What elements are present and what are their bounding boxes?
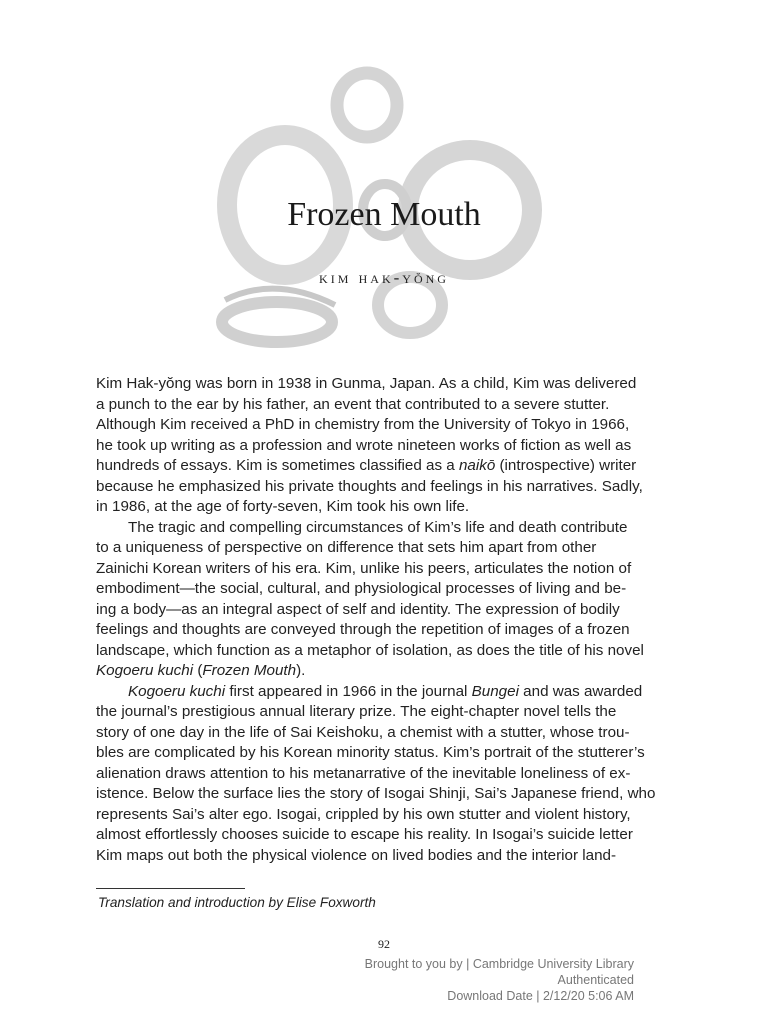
- text-line: Kim maps out both the physical violence on lived bodies and the interior land-: [96, 846, 617, 864]
- footnote-divider: [96, 888, 245, 889]
- text-line: istence. Below the surface lies the story of Isogai Shinji, Sai’s Japanese friend, who: [96, 785, 656, 802]
- text-line: landscape, which function as a metaphor of isolation, as does the title of his novel: [96, 641, 644, 659]
- watermark-line: Authenticated: [557, 973, 634, 987]
- text-line: feelings and thoughts are conveyed through the repetition of images of a frozen: [96, 621, 630, 638]
- introduction-text: [96, 374, 676, 866]
- text-line: ing a body—as an integral aspect of self and identity. The expression of bodily: [96, 600, 620, 618]
- paragraph-2: [96, 518, 676, 682]
- access-watermark: [365, 956, 634, 1004]
- paragraph-3: [96, 682, 676, 867]
- text-line: story of one day in the life of Sai Keishoku, a chemist with a stutter, whose trou-: [96, 723, 630, 741]
- italic-title: Frozen Mouth: [202, 662, 297, 679]
- text-line: alienation draws attention to his metanarrative of the inevitable loneliness of ex-: [96, 764, 631, 782]
- chapter-title: Frozen Mouth: [287, 196, 481, 233]
- italic-title: Bungei: [471, 682, 519, 700]
- text-line: Kogoeru kuchi (Frozen Mouth).: [96, 662, 306, 679]
- text-line: represents Sai’s alter ego. Isogai, crippled by his own stutter and violent history,: [96, 805, 631, 823]
- text-line: the journal’s prestigious annual literary prize. The eight-chapter novel tells the: [96, 703, 617, 720]
- text-line: because he emphasized his private thoughts and feelings in his narratives. Sadly,: [96, 477, 643, 495]
- text-line: to a uniqueness of perspective on difference that sets him apart from other: [96, 539, 597, 556]
- text-line: almost effortlessly chooses suicide to escape his reality. In Isogai’s suicide letter: [96, 826, 633, 843]
- text-line: a punch to the ear by his father, an event that contributed to a severe stutter.: [96, 395, 610, 413]
- text-line: Although Kim received a PhD in chemistry from the University of Tokyo in 1966,: [96, 416, 630, 433]
- text-line: he took up writing as a profession and wrote nineteen works of fiction as well as: [96, 436, 632, 454]
- watermark-line: Download Date | 2/12/20 5:06 AM: [447, 989, 634, 1003]
- text-line: hundreds of essays. Kim is sometimes classified as a naikō (introspective) writer: [96, 457, 637, 474]
- text-line: embodiment—the social, cultural, and physiological processes of living and be-: [96, 580, 627, 597]
- italic-term: naikō: [458, 457, 496, 474]
- page-number: 92: [378, 937, 390, 951]
- text-line: bles are complicated by his Korean minority status. Kim’s portrait of the stutterer’s: [96, 744, 645, 761]
- text-line: Zainichi Korean writers of his era. Kim, unlike his peers, articulates the notion of: [96, 559, 632, 577]
- text-line: Kim Hak-yŏng was born in 1938 in Gunma, Japan. As a child, Kim was delivered: [96, 375, 637, 392]
- text-line: in 1986, at the age of forty-seven, Kim took his own life.: [96, 498, 470, 515]
- text-line: Kogoeru kuchi first appeared in 1966 in the journal Bungei and was awarded: [128, 682, 643, 700]
- italic-title: Kogoeru kuchi: [128, 682, 226, 700]
- italic-title: Kogoeru kuchi: [96, 662, 194, 679]
- text-line: The tragic and compelling circumstances of Kim’s life and death contribute: [128, 518, 628, 536]
- paragraph-1: [96, 374, 676, 518]
- footnote-credit: Translation and introduction by Elise Foxworth: [98, 895, 376, 910]
- chapter-author: kim hak-yŏng: [319, 268, 449, 287]
- watermark-line: Brought to you by | Cambridge University Library: [364, 957, 634, 971]
